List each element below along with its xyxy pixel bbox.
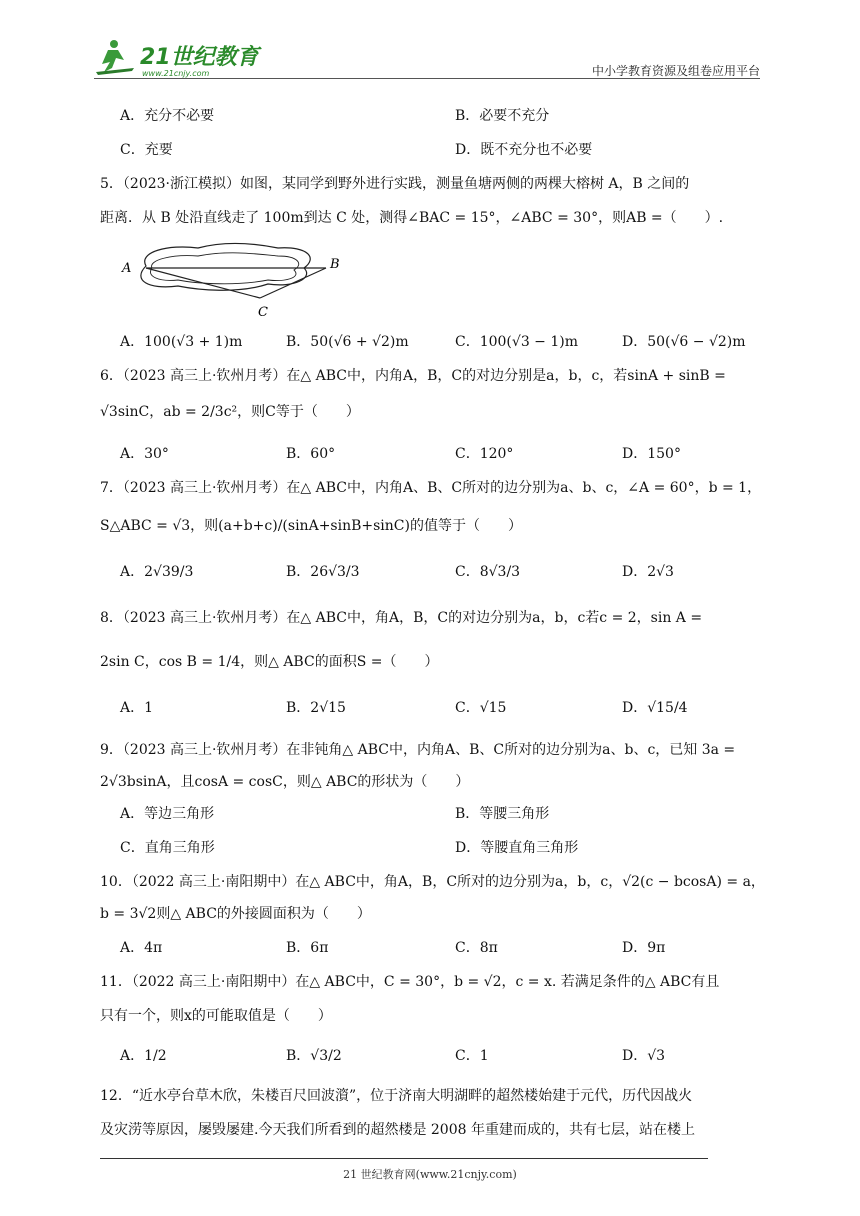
footer-divider — [100, 1158, 708, 1159]
q11-option-a: A．1/2 — [120, 1048, 167, 1064]
q10-option-c: C．8π — [455, 940, 498, 956]
q9-line1: 9．（2023 高三上·钦州月考）在非钝角△ ABC中，内角A、B、C所对的边分别为a、b、c，已知 3a = — [100, 742, 736, 758]
q7-option-c: C．8√3/3 — [455, 564, 521, 580]
logo-text: 21世纪教育 — [140, 45, 259, 70]
q4-option-a: A．充分不必要 — [120, 108, 215, 124]
q6-option-b: B．60° — [286, 446, 336, 462]
logo-url: www.21cnjy.com — [142, 69, 210, 78]
site-logo — [94, 38, 264, 78]
q10-option-d: D．9π — [622, 940, 666, 956]
q11-option-c: C．1 — [455, 1048, 489, 1064]
q6-option-d: D．150° — [622, 446, 681, 462]
header-divider — [94, 78, 760, 79]
q4-option-b: B．必要不充分 — [455, 108, 550, 124]
q10-option-a: A．4π — [120, 940, 163, 956]
q6-option-a: A．30° — [120, 446, 169, 462]
q5-line2: 距离．从 B 处沿直线走了 100m到达 C 处，测得∠BAC = 15°，∠ABC = 30°，则AB =（ ）. — [100, 210, 724, 226]
q7-option-a: A．2√39/3 — [120, 564, 194, 580]
fig-label-b: B — [330, 257, 340, 272]
q10-line1: 10．（2022 高三上·南阳期中）在△ ABC中，角A，B，C所对的边分别为a，b，c，√2(c − bcosA) = a， — [100, 874, 765, 890]
q9-option-c: C．直角三角形 — [120, 840, 215, 856]
q4-option-c: C．充要 — [120, 142, 173, 158]
q5-pond-figure — [118, 238, 338, 320]
q8-option-b: B．2√15 — [286, 700, 346, 716]
q11-line2: 只有一个，则x的可能取值是（ ） — [100, 1008, 332, 1024]
q8-line1: 8．（2023 高三上·钦州月考）在△ ABC中，角A，B，C的对边分别为a，b，c若c = 2，sin A = — [100, 610, 703, 626]
q11-option-b: B．√3/2 — [286, 1048, 342, 1064]
q8-option-a: A．1 — [120, 700, 154, 716]
q5-line1: 5．（2023·浙江模拟）如图，某同学到野外进行实践，测量鱼塘两侧的两棵大榕树 A，B 之间的 — [100, 176, 690, 192]
page-footer: 21 世纪教育网(www.21cnjy.com) — [343, 1168, 517, 1181]
q9-option-b: B．等腰三角形 — [455, 806, 550, 822]
q6-line1: 6．（2023 高三上·钦州月考）在△ ABC中，内角A，B，C的对边分别是a，b，c，若sinA + sinB = — [100, 368, 726, 384]
header-platform-text: 中小学教育资源及组卷应用平台 — [591, 64, 760, 78]
q7-option-d: D．2√3 — [622, 564, 674, 580]
q8-option-c: C．√15 — [455, 700, 507, 716]
q10-option-b: B．6π — [286, 940, 329, 956]
q8-line2: 2sin C，cos B = 1/4，则△ ABC的面积S =（ ） — [100, 654, 439, 670]
q9-line2: 2√3bsinA，且cosA = cosC，则△ ABC的形状为（ ） — [100, 774, 470, 790]
q7-line1: 7．（2023 高三上·钦州月考）在△ ABC中，内角A、B、C所对的边分别为a、b、c，∠A = 60°，b = 1， — [100, 480, 762, 496]
q7-line2: S△ABC = √3，则(a+b+c)/(sinA+sinB+sinC)的值等于（ ） — [100, 518, 522, 534]
q11-option-d: D．√3 — [622, 1048, 666, 1064]
page-header — [94, 30, 760, 80]
q5-option-d: D．50(√6 − √2)m — [622, 334, 746, 350]
q5-option-a: A．100(√3 + 1)m — [120, 334, 243, 350]
q5-option-b: B．50(√6 + √2)m — [286, 334, 409, 350]
q6-line2: √3sinC，ab = 2/3c²，则C等于（ ） — [100, 404, 360, 420]
q5-option-c: C．100(√3 − 1)m — [455, 334, 578, 350]
q9-option-a: A．等边三角形 — [120, 806, 215, 822]
fig-label-c: C — [258, 305, 268, 320]
fig-label-a: A — [122, 261, 132, 276]
q11-line1: 11．（2022 高三上·南阳期中）在△ ABC中，C = 30°，b = √2，c = x. 若满足条件的△ ABC有且 — [100, 974, 720, 990]
q10-line2: b = 3√2则△ ABC的外接圆面积为（ ） — [100, 906, 371, 922]
q8-option-d: D．√15/4 — [622, 700, 688, 716]
q12-line2: 及灾涝等原因，屡毁屡建.今天我们所看到的超然楼是 2008 年重建而成的，共有七层，站在楼上 — [100, 1122, 695, 1138]
q7-option-b: B．26√3/3 — [286, 564, 360, 580]
q12-line1: 12．“近水亭台草木欣，朱楼百尺回波澬”，位于济南大明湖畔的超然楼始建于元代，历代因战火 — [100, 1088, 693, 1104]
q6-option-c: C．120° — [455, 446, 514, 462]
q9-option-d: D．等腰直角三角形 — [455, 840, 579, 856]
q4-option-d: D．既不充分也不必要 — [455, 142, 593, 158]
